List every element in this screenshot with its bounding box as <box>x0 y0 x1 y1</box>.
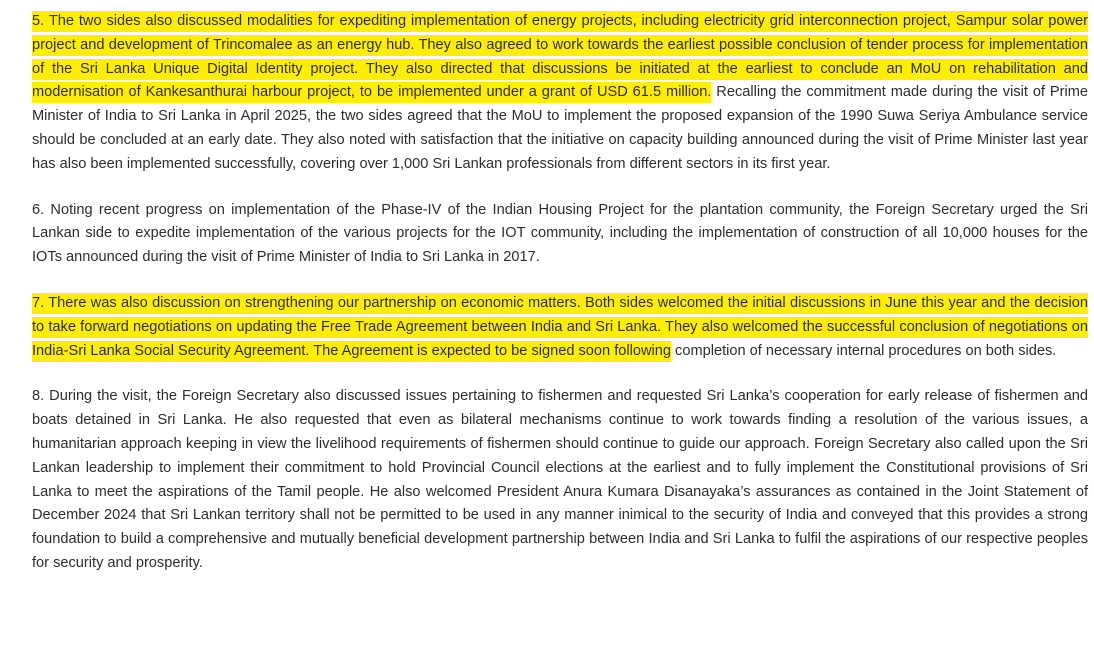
paragraph-8 <box>32 385 1088 575</box>
paragraph-text[interactable]: completion of necessary internal procedures on both sides. <box>671 342 1057 359</box>
paragraph-6 <box>32 199 1088 270</box>
paragraph-text[interactable]: 8. During the visit, the Foreign Secretary also discussed issues pertaining to fishermen and requested Sri Lanka’s cooperation for early release of fishermen and boats detained in Sri Lanka. He also requested that even as bilateral mechanisms continue to work towards finding a resolution of the various issues, a humanitarian approach keeping in view the livelihood requirements of fishermen should continue to guide our approach. Foreign Secretary also called upon the Sri Lankan leadership to implement their commitment to hold Provincial Council elections at the earliest and to fully implement the Constitutional provisions of Sri Lanka to meet the aspirations of the Tamil people. He also welcomed President Anura Kumara Disanayaka’s assurances as contained in the Joint Statement of December 2024 that Sri Lankan territory shall not be permitted to be used in any manner inimical to the security of India and conveyed that this provides a strong foundation to build a comprehensive and mutually beneficial development partnership between India and Sri Lanka to fulfil the aspirations of our respective peoples for security and prosperity. <box>32 388 1088 571</box>
paragraph-text[interactable]: 6. Noting recent progress on implementation of the Phase-IV of the Indian Housing Project for the plantation community, the Foreign Secretary urged the Sri Lankan side to expedite implementation of the various projects for the IOT community, including the implementation of construction of all 10,000 houses for the IOTs announced during the visit of Prime Minister of India to Sri Lanka in 2017. <box>32 201 1088 266</box>
paragraph-5 <box>32 10 1088 177</box>
paragraph-text[interactable]: Recalling the commitment made during the visit of Prime Minister of India to Sri Lanka in April 2025, the two sides agreed that the MoU to implement the proposed expansion of the 1990 Suwa Seriya Ambulance service should be concluded at an early date. They also noted with satisfaction that the initiative on capacity building announced during the visit of Prime Minister last year has also been implemented successfully, covering over 1,000 Sri Lankan professionals from different sectors in its first year. <box>32 84 1088 172</box>
highlighted-text[interactable]: 5. The two sides also discussed modalities for expediting implementation of energy projects, including electricity grid interconnection project, Sampur solar power project and development of Trincomalee as an energy hub. They also agreed to work towards the earliest possible conclusion of tender process for implementation of the Sri Lanka Unique Digital Identity project. They also directed that discussions be initiated at the earliest to conclude an MoU on rehabilitation and modernisation of Kankesanthurai harbour project, to be implemented under a grant of USD 61.5 million. <box>32 11 1088 103</box>
paragraph-7 <box>32 292 1088 363</box>
document-body <box>32 10 1088 598</box>
highlighted-text[interactable]: 7. There was also discussion on strengthening our partnership on economic matters. Both sides welcomed the initial discussions in June this year and the decision to take forward negotiations on updating the Free Trade Agreement between India and Sri Lanka. They also welcomed the successful conclusion of negotiations on India-Sri Lanka Social Security Agreement. The Agreement is expected to be signed soon following <box>32 293 1088 362</box>
